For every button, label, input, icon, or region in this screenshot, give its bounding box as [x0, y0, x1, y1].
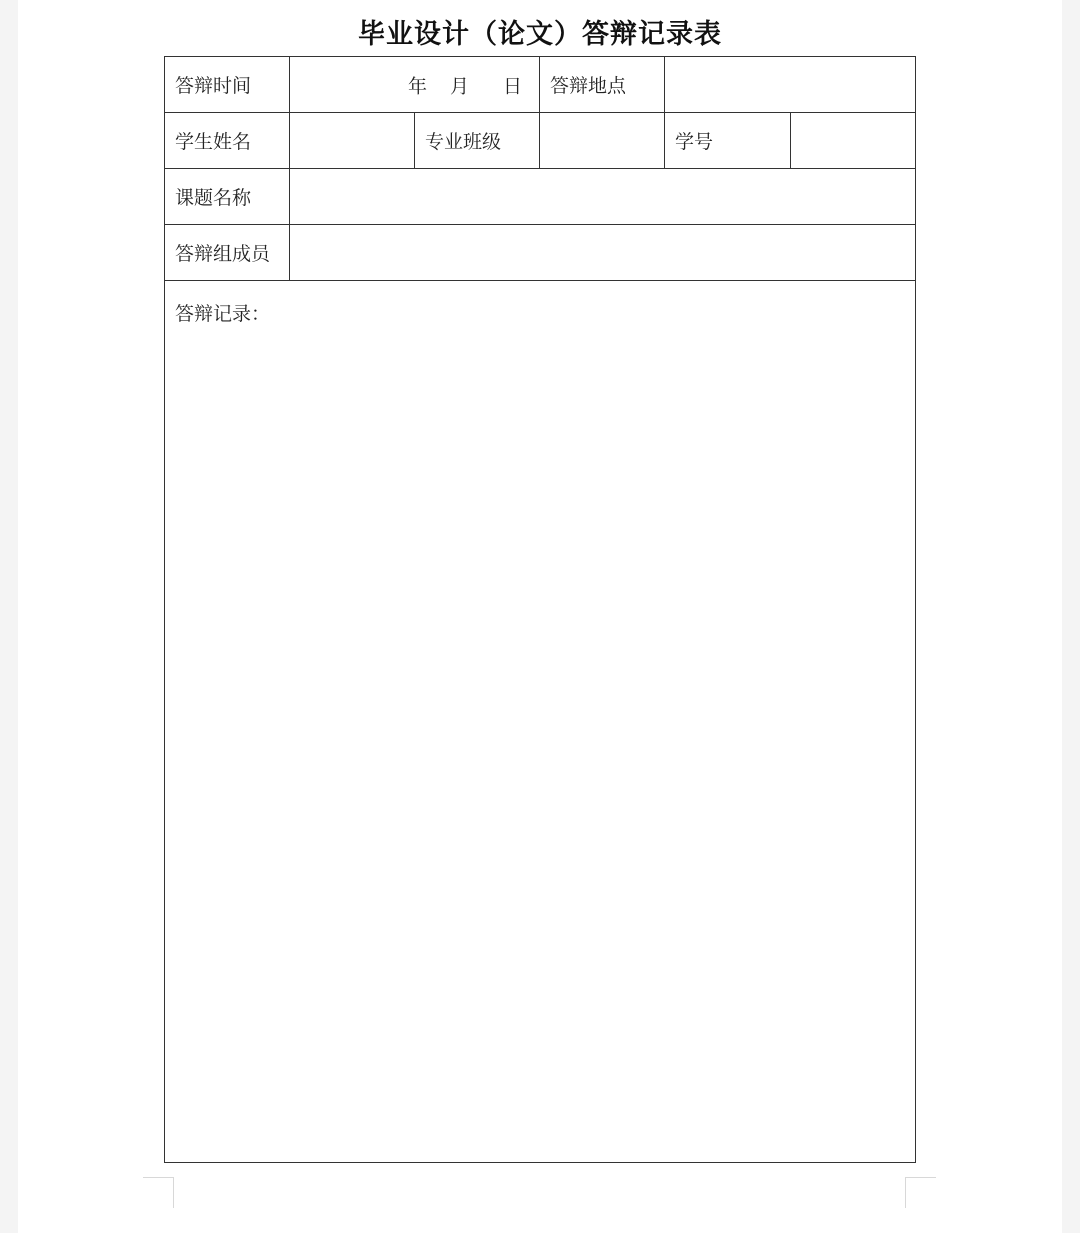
student-id-field[interactable]	[791, 113, 916, 169]
form-row-time-location	[165, 57, 916, 113]
defense-record-form	[164, 56, 916, 1163]
form-row-student	[165, 113, 916, 169]
student-id-label: 学号	[665, 113, 791, 169]
defense-location-label: 答辩地点	[540, 57, 665, 113]
record-label: 答辩记录：	[175, 303, 271, 325]
form-row-committee	[165, 225, 916, 281]
page-title: 毕业设计（论文）答辩记录表	[358, 19, 722, 50]
topic-label: 课题名称	[165, 169, 290, 225]
committee-field[interactable]	[290, 225, 916, 281]
page-corner-mark-left	[143, 1177, 174, 1208]
committee-label: 答辩组成员	[165, 225, 290, 281]
page-corner-mark-right	[905, 1177, 936, 1208]
defense-time-label: 答辩时间	[165, 57, 290, 113]
student-name-label: 学生姓名	[165, 113, 290, 169]
date-day-label: 日	[503, 75, 523, 97]
form-row-record	[165, 281, 916, 1163]
defense-location-field[interactable]	[665, 57, 916, 113]
date-year-label: 年	[408, 75, 428, 97]
topic-field[interactable]	[290, 169, 916, 225]
major-class-field[interactable]	[540, 113, 665, 169]
defense-record-field[interactable]	[165, 281, 916, 1163]
defense-date-field[interactable]	[290, 57, 540, 113]
student-name-field[interactable]	[290, 113, 415, 169]
form-row-topic	[165, 169, 916, 225]
date-month-label: 月	[450, 75, 470, 97]
major-class-label: 专业班级	[415, 113, 540, 169]
